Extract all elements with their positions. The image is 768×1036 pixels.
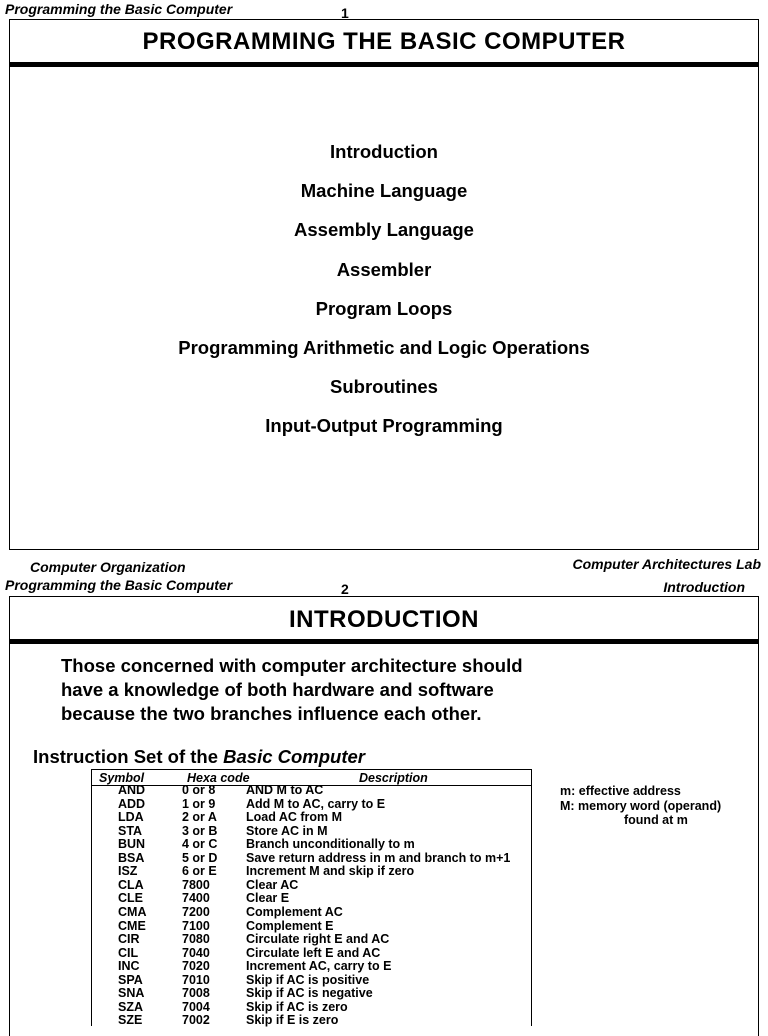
instruction-symbol: BSA <box>118 850 145 865</box>
instruction-description: Load AC from M <box>246 810 343 825</box>
instruction-symbol: CME <box>118 918 146 933</box>
intro-line-1: Those concerned with computer architecture should <box>61 655 523 676</box>
header-hexa-code: Hexa code <box>187 771 250 785</box>
instruction-hexa-code: 7020 <box>182 959 210 974</box>
instruction-symbol: CIL <box>118 945 139 960</box>
instruction-hexa-code: 7200 <box>182 904 210 919</box>
instruction-symbol: SPA <box>118 972 143 987</box>
instruction-set-heading-prefix: Instruction Set of the <box>33 746 224 767</box>
instruction-description: AND M to AC <box>246 783 324 797</box>
instruction-symbol: SZE <box>118 1013 143 1028</box>
intro-line-3: because the two branches influence each other. <box>61 703 482 724</box>
instruction-description: Clear AC <box>246 877 299 892</box>
slide2-header-title: Programming the Basic Computer <box>5 577 233 593</box>
slide1-header-title: Programming the Basic Computer <box>5 1 233 17</box>
instruction-description: Circulate left E and AC <box>246 945 381 960</box>
instruction-description: Store AC in M <box>246 823 328 838</box>
slide2-title: INTRODUCTION <box>289 606 479 633</box>
instruction-description: Increment AC, carry to E <box>246 959 392 974</box>
instruction-symbol: INC <box>118 959 140 974</box>
instruction-symbol: CIR <box>118 932 140 947</box>
instruction-hexa-code: 7002 <box>182 1013 210 1028</box>
toc-item-program-loops: Program Loops <box>315 297 453 319</box>
instruction-symbol: SNA <box>118 986 145 1001</box>
instruction-symbol: ADD <box>118 796 146 811</box>
slide1-frame <box>9 19 759 550</box>
instruction-hexa-code: 7004 <box>182 999 210 1014</box>
footer-left: Computer Organization <box>30 559 186 575</box>
instruction-description: Increment M and skip if zero <box>246 864 415 879</box>
instruction-hexa-code: 7010 <box>182 972 210 987</box>
instruction-hexa-code: 1 or 9 <box>182 796 216 811</box>
note-found-at-m: found at m <box>624 813 688 827</box>
slide2-page-number: 2 <box>341 581 349 597</box>
instruction-description: Skip if AC is positive <box>246 972 370 987</box>
instruction-hexa-code: 7040 <box>182 945 210 960</box>
slide1-toc <box>10 132 758 446</box>
toc-item-arithmetic-logic: Programming Arithmetic and Logic Operations <box>178 336 590 358</box>
instruction-hexa-code: 7008 <box>182 986 210 1001</box>
instruction-symbol: LDA <box>118 810 144 825</box>
slide1-title: PROGRAMMING THE BASIC COMPUTER <box>142 28 626 55</box>
slide2-title-rule <box>10 639 758 644</box>
instruction-description: Skip if AC is zero <box>246 999 348 1014</box>
instruction-description: Skip if E is zero <box>246 1013 339 1028</box>
instruction-description: Circulate right E and AC <box>246 932 390 947</box>
instruction-hexa-code: 7080 <box>182 932 210 947</box>
instruction-hexa-code: 7400 <box>182 891 210 906</box>
instruction-description: Clear E <box>246 891 290 906</box>
instruction-hexa-code: 3 or B <box>182 823 218 838</box>
header-symbol: Symbol <box>99 771 145 785</box>
slide1-title-rule <box>10 62 758 67</box>
toc-item-subroutines: Subroutines <box>330 376 438 398</box>
slide1-page-number: 1 <box>341 5 349 21</box>
intro-paragraph <box>61 654 523 726</box>
instruction-hexa-code: 6 or E <box>182 864 217 879</box>
instruction-description: Skip if AC is negative <box>246 986 373 1001</box>
instruction-symbol: BUN <box>118 837 146 852</box>
instruction-symbol: AND <box>118 783 146 797</box>
footer-right: Computer Architectures Lab <box>572 556 761 572</box>
instruction-hexa-code: 7800 <box>182 877 210 892</box>
slide2-header-section: Introduction <box>663 579 745 595</box>
instruction-hexa-code: 7100 <box>182 918 210 933</box>
header-description: Description <box>359 771 428 785</box>
instruction-description: Save return address in m and branch to m+1 <box>246 850 511 865</box>
note-memory-word: M: memory word (operand) <box>560 799 722 813</box>
instruction-symbol: CLE <box>118 891 143 906</box>
toc-item-input-output: Input-Output Programming <box>265 415 503 437</box>
instruction-description: Branch unconditionally to m <box>246 837 415 852</box>
instruction-symbol: CLA <box>118 877 144 892</box>
instruction-symbol: CMA <box>118 904 147 919</box>
instruction-set-heading-italic: Basic Computer <box>223 746 366 767</box>
intro-line-2: have a knowledge of both hardware and software <box>61 679 494 700</box>
instruction-symbol: ISZ <box>118 864 138 879</box>
toc-item-assembler: Assembler <box>336 258 432 280</box>
instruction-table-body <box>91 783 532 1028</box>
instruction-symbol: STA <box>118 823 143 838</box>
instruction-hexa-code: 2 or A <box>182 810 217 825</box>
instruction-description: Add M to AC, carry to E <box>246 796 386 811</box>
toc-item-machine-language: Machine Language <box>300 180 468 202</box>
instruction-description: Complement E <box>246 918 334 933</box>
instruction-hexa-code: 4 or C <box>182 837 218 852</box>
instruction-hexa-code: 5 or D <box>182 850 218 865</box>
note-effective-address: m: effective address <box>560 784 681 798</box>
toc-item-introduction: Introduction <box>330 141 438 162</box>
toc-item-assembly-language: Assembly Language <box>294 219 474 241</box>
instruction-description: Complement AC <box>246 904 343 919</box>
instruction-hexa-code: 0 or 8 <box>182 783 216 797</box>
instruction-set-heading <box>33 746 365 768</box>
instruction-symbol: SZA <box>118 999 143 1014</box>
